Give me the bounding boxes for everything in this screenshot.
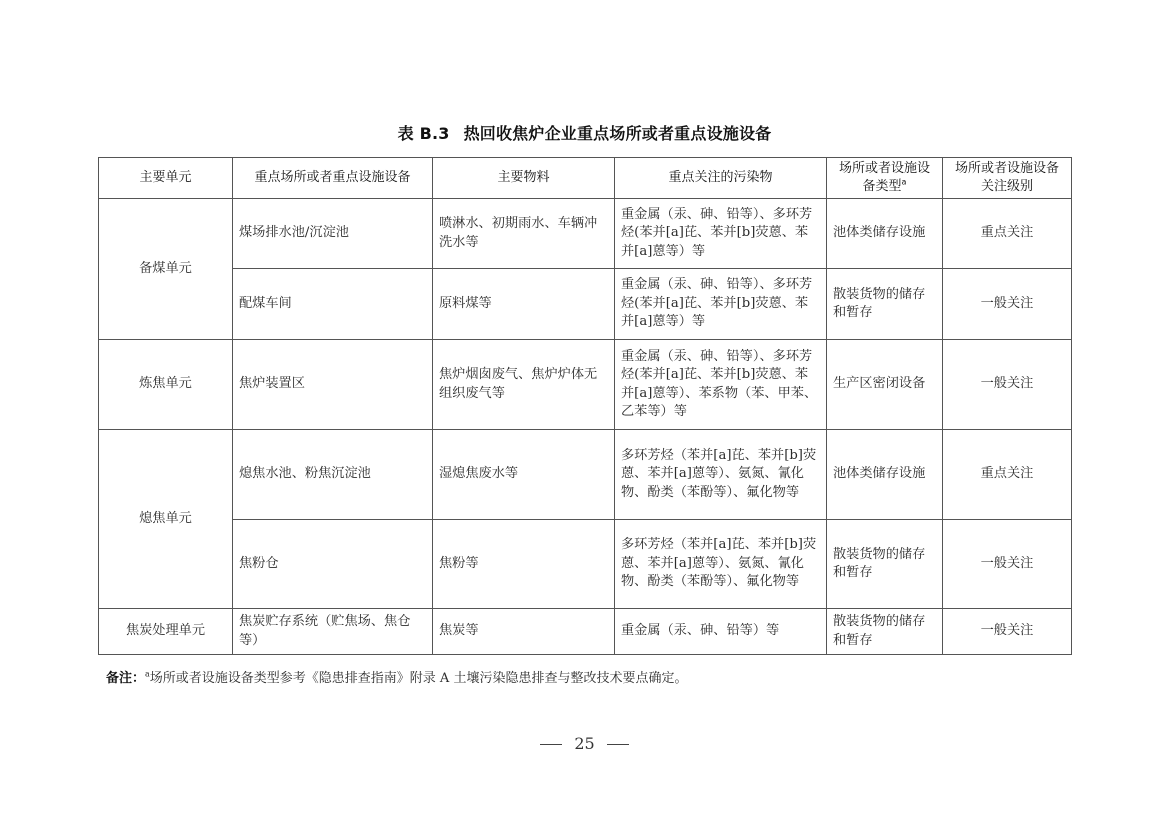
table-title-text: 热回收焦炉企业重点场所或者重点设施设备 xyxy=(463,124,772,143)
material-cell: 焦粉等 xyxy=(433,520,615,609)
material-cell: 原料煤等 xyxy=(433,269,615,340)
unit-cell: 熄焦单元 xyxy=(99,430,233,609)
type-cell: 池体类储存设施 xyxy=(827,430,943,520)
footnote-mark: a xyxy=(901,177,907,187)
facilities-table xyxy=(98,157,1072,655)
table-header-row xyxy=(99,158,1072,199)
pollutants-cell: 重金属（汞、砷、铅等）、多环芳烃(苯并[a]芘、苯并[b]荧蒽、苯并[a]蒽等）、苯系物（苯、甲苯、乙苯等）等 xyxy=(615,340,827,430)
type-cell: 散装货物的储存和暂存 xyxy=(827,269,943,340)
material-cell: 湿熄焦废水等 xyxy=(433,430,615,520)
note-text: 场所或者设施设备类型参考《隐患排查指南》附录 A 土壤污染隐患排查与整改技术要点确定。 xyxy=(149,671,688,686)
table-row xyxy=(99,340,1072,430)
dash-right xyxy=(607,744,629,745)
table-row xyxy=(99,430,1072,520)
level-cell: 重点关注 xyxy=(943,430,1072,520)
unit-cell: 焦炭处理单元 xyxy=(99,609,233,655)
table-note xyxy=(106,667,687,686)
facility-cell: 配煤车间 xyxy=(233,269,433,340)
facility-cell: 熄焦水池、粉焦沉淀池 xyxy=(233,430,433,520)
note-footnote-mark: a xyxy=(145,669,150,679)
dash-left xyxy=(540,744,562,745)
page-footer xyxy=(0,734,1169,753)
facility-cell: 煤场排水池/沉淀池 xyxy=(233,199,433,269)
pollutants-cell: 多环芳烃（苯并[a]芘、苯并[b]荧蒽、苯并[a]蒽等）、氨氮、氰化物、酚类（苯酚等）、氟化物等 xyxy=(615,430,827,520)
table-title xyxy=(0,121,1169,144)
level-cell: 一般关注 xyxy=(943,520,1072,609)
unit-cell: 备煤单元 xyxy=(99,199,233,340)
material-cell: 焦炭等 xyxy=(433,609,615,655)
header-facility: 重点场所或者重点设施设备 xyxy=(233,158,433,199)
table-row xyxy=(99,520,1072,609)
header-unit: 主要单元 xyxy=(99,158,233,199)
note-label: 备注： xyxy=(106,671,146,686)
table-number: 表 B.3 xyxy=(397,124,450,143)
level-cell: 一般关注 xyxy=(943,609,1072,655)
facility-cell: 焦炉装置区 xyxy=(233,340,433,430)
pollutants-cell: 多环芳烃（苯并[a]芘、苯并[b]荧蒽、苯并[a]蒽等）、氨氮、氰化物、酚类（苯酚等）、氟化物等 xyxy=(615,520,827,609)
material-cell: 喷淋水、初期雨水、车辆冲洗水等 xyxy=(433,199,615,269)
table-row xyxy=(99,199,1072,269)
unit-cell: 炼焦单元 xyxy=(99,340,233,430)
type-cell: 散装货物的储存和暂存 xyxy=(827,609,943,655)
facility-cell: 焦粉仓 xyxy=(233,520,433,609)
facility-cell: 焦炭贮存系统（贮焦场、焦仓等） xyxy=(233,609,433,655)
table-row xyxy=(99,609,1072,655)
header-level: 场所或者设施设备关注级别 xyxy=(943,158,1072,199)
header-material: 主要物料 xyxy=(433,158,615,199)
header-type: 场所或者设施设备类型$^a$ xyxy=(827,158,943,199)
material-cell: 焦炉烟囱废气、焦炉炉体无组织废气等 xyxy=(433,340,615,430)
level-cell: 重点关注 xyxy=(943,199,1072,269)
type-cell: 池体类储存设施 xyxy=(827,199,943,269)
table-row xyxy=(99,269,1072,340)
pollutants-cell: 重金属（汞、砷、铅等）、多环芳烃(苯并[a]芘、苯并[b]荧蒽、苯并[a]蒽等）等 xyxy=(615,269,827,340)
type-cell: 散装货物的储存和暂存 xyxy=(827,520,943,609)
page-number: 25 xyxy=(574,734,595,753)
type-cell: 生产区密闭设备 xyxy=(827,340,943,430)
level-cell: 一般关注 xyxy=(943,340,1072,430)
header-pollutants: 重点关注的污染物 xyxy=(615,158,827,199)
level-cell: 一般关注 xyxy=(943,269,1072,340)
pollutants-cell: 重金属（汞、砷、铅等）等 xyxy=(615,609,827,655)
pollutants-cell: 重金属（汞、砷、铅等）、多环芳烃(苯并[a]芘、苯并[b]荧蒽、苯并[a]蒽等）等 xyxy=(615,199,827,269)
